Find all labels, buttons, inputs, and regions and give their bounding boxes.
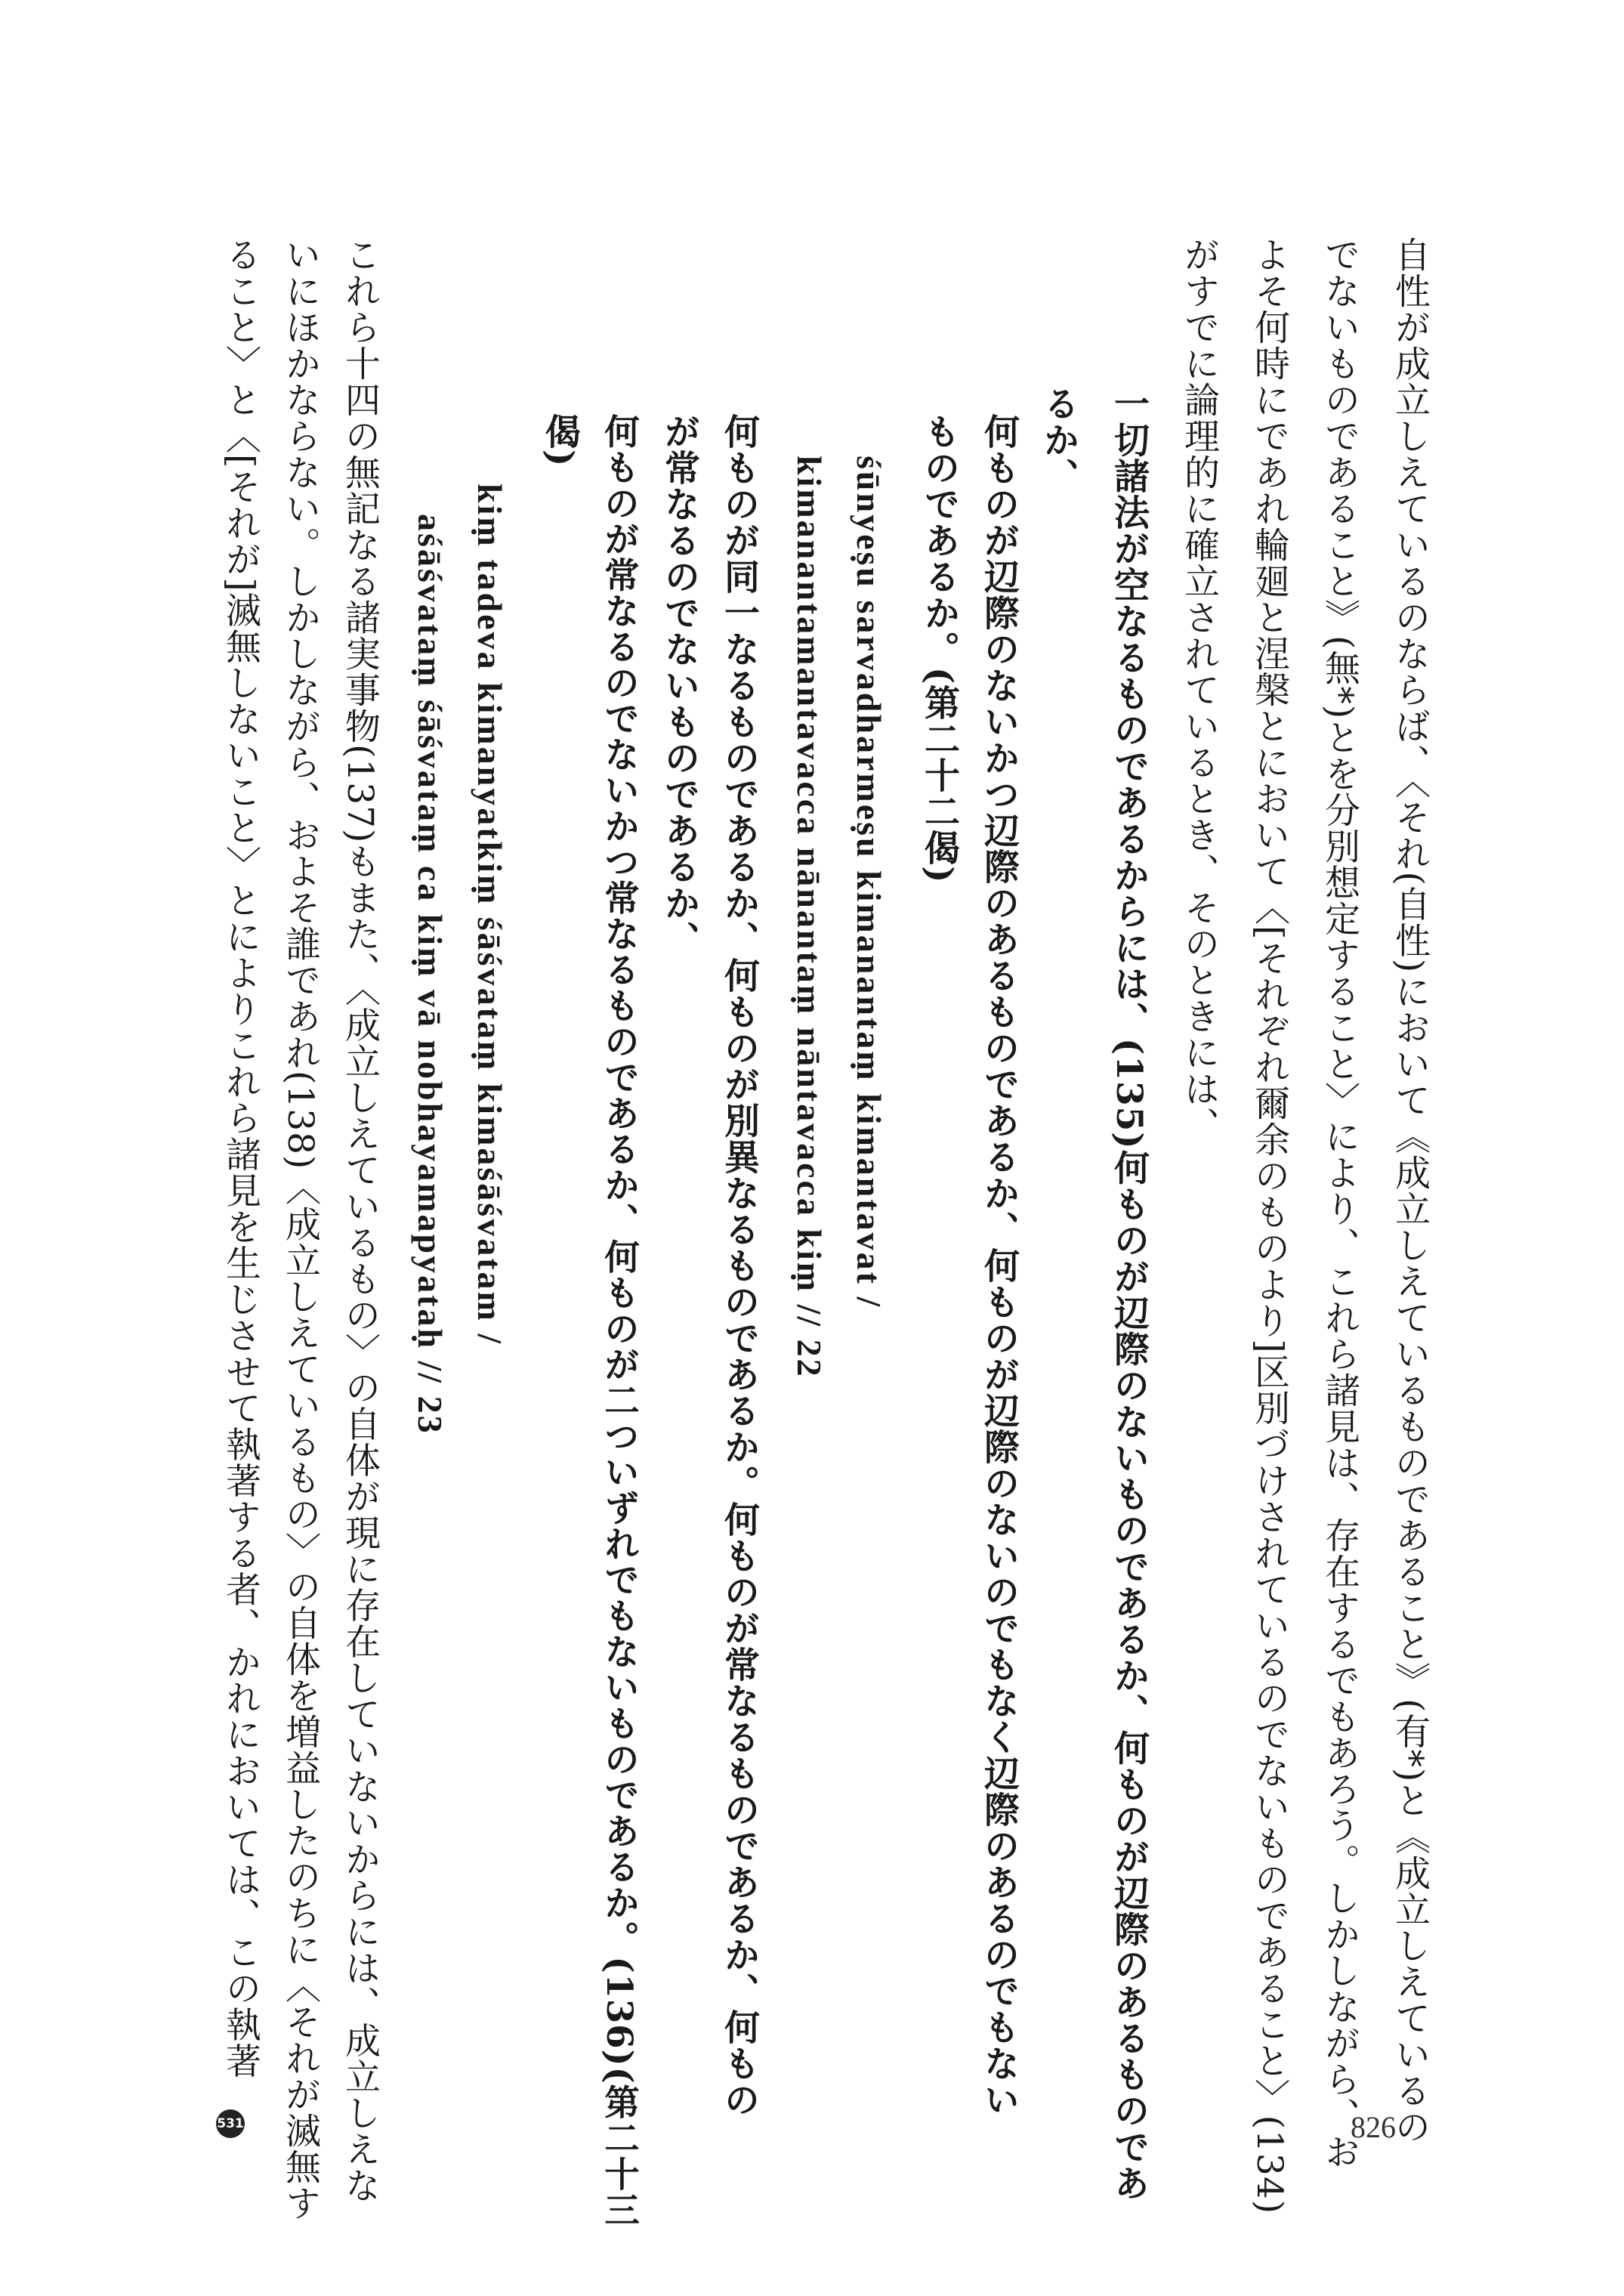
verse-22-line-1: 一切諸法が空なるものであるからには、(135)何ものが辺際のないものであるか、何ものが辺際のあるものであ — [1108, 385, 1150, 2202]
sanskrit-verse-23-line-1: kiṃ tadeva kimanyatkiṃ śāśvataṃ kimaśāśvatam / — [471, 484, 509, 1346]
sanskrit-verse-22-line-2: kimanantamantavacca nānantaṃ nāntavacca kiṃ // 22 — [790, 456, 829, 1379]
verse-23-line-1: 何ものが同一なるものであるか、何ものが別異なるものであるか。何ものが常なるものであるか、何もの — [718, 413, 760, 2118]
verse-22-line-2: るか、 — [1038, 385, 1079, 494]
text-line-3: よそ何時にであれ輪廻と涅槃とにおいて〈[それぞれ爾余のものより]区別づけされているのでないものであること〉(134) — [1249, 236, 1290, 2215]
text-line-4: がすでに論理的に確立されているとき、そのときには、 — [1178, 236, 1220, 1143]
text-line-2: でないものであること》(無*)とを分別想定すること〉により、これら諸見は、存在するでもあろう。しかしながら、お — [1319, 236, 1360, 2171]
text-line-1: 自性が成立しえているのならば、〈それ(自性)において《成立しえているものであること》(有*)と《成立しえているの — [1389, 236, 1431, 2146]
page-number: 826 — [1351, 2110, 1396, 2144]
verse-23-line-3: 何ものが常なるのでないかつ常なるものであるか、何ものが二ついずれでもないものであるか。(136)(第二十三 — [599, 413, 641, 2228]
text-line-17: これら十四の無記なる諸実事物(137)もまた、〈成立しえているもの〉の自体が現に存在していないからには、成立しえな — [339, 236, 381, 2204]
sanskrit-verse-22-line-1: śūnyeṣu sarvadharmeṣu kimanantaṃ kimantavat / — [850, 456, 888, 1309]
text-line-19: ること〉と〈[それが]滅無しないこと〉とによりこれら諸見を生じさせて執著する者、かれにおいては、この執著 — [220, 236, 261, 2079]
verse-22-line-4: ものであるか。(第二十二偈) — [919, 413, 960, 884]
verse-23-line-4: 偈) — [539, 413, 581, 468]
footnote-marker: 531 — [216, 2109, 245, 2138]
sanskrit-verse-23-line-2: aśāśvataṃ śāśvataṃ ca kiṃ vā nobhayamapyataḥ // 23 — [411, 514, 449, 1435]
verse-23-line-2: が常なるのでないものであるか、 — [659, 413, 700, 957]
verse-22-line-3: 何ものが辺際のないかつ辺際のあるものであるか、何ものが辺際のないのでもなく辺際のあるのでもない — [978, 413, 1020, 2118]
text-line-18: いにほかならない。しかしながら、およそ誰であれ(138)〈成立しえているもの〉の自体を増益したのちに〈それが滅無す — [279, 236, 321, 2222]
